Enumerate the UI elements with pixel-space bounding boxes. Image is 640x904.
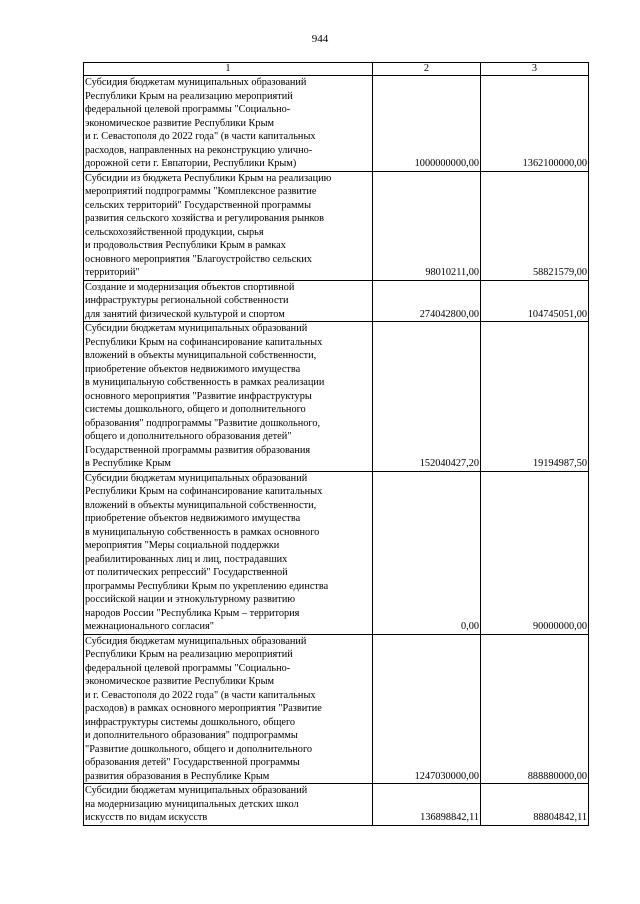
row-value-col2: 98010211,00	[373, 171, 481, 280]
row-value-col2: 1000000000,00	[373, 76, 481, 172]
row-description: Субсидия бюджетам муниципальных образований Республики Крым на реализацию мероприятий федеральной целевой программы "Социально- экономическое развитие Республики Крым и г. Севастополя до 2022 года" (в части капитальных расходов) в рамках основного мероприятия "Развитие инфраструктуры системы дошкольного, общего и дополнительного образования" подпрограммы "Развитие дошкольного, общего и дополнительного образования детей" Государственной программы развития образования в Республике Крым	[84, 634, 373, 784]
row-value-col3: 90000000,00	[481, 471, 589, 634]
budget-table	[83, 62, 589, 826]
row-description: Субсидии из бюджета Республики Крым на реализацию мероприятий подпрограммы "Комплексное развитие сельских территорий" Государственной программы развития сельского хозяйства и регулирования рынков сельскохозяйственной продукции, сырья и продовольствия Республики Крым в рамках основного мероприятия "Благоустройство сельских территорий"	[84, 171, 373, 280]
table-row	[84, 784, 589, 826]
row-description: Субсидия бюджетам муниципальных образований Республики Крым на реализацию мероприятий федеральной целевой программы "Социально- экономическое развитие Республики Крым и г. Севастополя до 2022 года" (в части капитальных расходов, направленных на реконструкцию улично- дорожной сети г. Евпатории, Республики Крым)	[84, 76, 373, 172]
row-value-col3: 104745051,00	[481, 280, 589, 322]
table-row	[84, 471, 589, 634]
table-header-row	[84, 63, 589, 76]
row-value-col2: 0,00	[373, 471, 481, 634]
row-description: Субсидии бюджетам муниципальных образований Республики Крым на софинансирование капитальных вложений в объекты муниципальной собственности, приобретение объектов недвижимого имущества в муниципальную собственность в рамках основного мероприятия "Меры социальной поддержки реабилитированных лиц и лиц, пострадавших от политических репрессий" Государственной программы Республики Крым по укреплению единства российской нации и этнокультурному развитию народов России "Республика Крым – территория межнационального согласия"	[84, 471, 373, 634]
table-row	[84, 634, 589, 784]
column-header-1: 1	[84, 63, 373, 76]
table-row	[84, 322, 589, 472]
row-value-col2: 152040427,20	[373, 322, 481, 472]
row-description: Субсидии бюджетам муниципальных образований Республики Крым на софинансирование капитальных вложений в объекты муниципальной собственности, приобретение объектов недвижимого имущества в муниципальную собственность в рамках реализации основного мероприятия "Развитие инфраструктуры системы дошкольного, общего и дополнительного образования" подпрограммы "Развитие дошкольного, общего и дополнительного образования детей" Государственной программы развития образования в Республике Крым	[84, 322, 373, 472]
row-description: Субсидии бюджетам муниципальных образований на модернизацию муниципальных детских школ искусств по видам искусств	[84, 784, 373, 826]
column-header-3: 3	[481, 63, 589, 76]
column-header-2: 2	[373, 63, 481, 76]
row-value-col3: 1362100000,00	[481, 76, 589, 172]
row-value-col3: 88804842,11	[481, 784, 589, 826]
row-value-col3: 19194987,50	[481, 322, 589, 472]
row-value-col2: 136898842,11	[373, 784, 481, 826]
row-value-col3: 888880000,00	[481, 634, 589, 784]
table-row	[84, 280, 589, 322]
row-value-col2: 274042800,00	[373, 280, 481, 322]
page-number: 944	[311, 33, 329, 45]
row-value-col3: 58821579,00	[481, 171, 589, 280]
row-value-col2: 1247030000,00	[373, 634, 481, 784]
table-row	[84, 76, 589, 172]
row-description: Создание и модернизация объектов спортивной инфраструктуры региональной собственности для занятий физической культурой и спортом	[84, 280, 373, 322]
table-row	[84, 171, 589, 280]
